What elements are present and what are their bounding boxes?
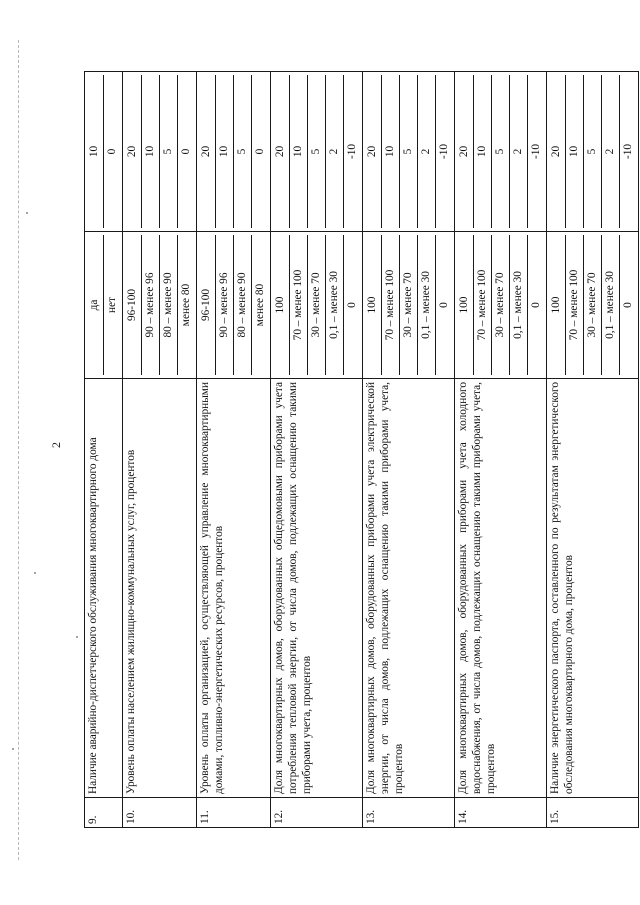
value-range: 30 – менее 70: [491, 235, 509, 375]
points-value: 0: [251, 75, 269, 228]
criterion-values: [123, 232, 197, 379]
value-range: 70 – менее 100: [473, 235, 491, 375]
criterion-points: [455, 72, 547, 232]
points-value: -10: [619, 75, 637, 228]
points-value: -10: [435, 75, 453, 228]
value-range: 0,1 – менее 30: [417, 235, 435, 375]
criterion-name: Уровень оплаты населением жилищно-коммунальных услуг, процентов: [123, 379, 197, 798]
row-number: 13.: [363, 798, 455, 828]
points-value: 5: [491, 75, 509, 228]
row-number: 10.: [123, 798, 197, 828]
table-row: [455, 72, 547, 828]
value-range: нет: [103, 235, 121, 375]
points-value: 0: [177, 75, 195, 228]
points-value: 10: [565, 75, 583, 228]
points-value: 5: [399, 75, 417, 228]
scan-speck: [76, 636, 78, 638]
points-value: 10: [473, 75, 491, 228]
value-range: 30 – менее 70: [583, 235, 601, 375]
points-value: 5: [307, 75, 325, 228]
table-row: [271, 72, 363, 828]
points-value: 0: [103, 75, 121, 228]
table-row: [197, 72, 271, 828]
criteria-table: [84, 71, 639, 828]
value-range: 96-100: [126, 289, 138, 322]
points-value: 2: [509, 75, 527, 228]
criterion-values: [197, 232, 271, 379]
points-value: 2: [417, 75, 435, 228]
criteria-table-body: [85, 72, 639, 828]
points-value: 10: [141, 75, 159, 228]
table-row: [85, 72, 123, 828]
points-value: 10: [289, 75, 307, 228]
rotated-table-wrapper: [84, 74, 634, 828]
criterion-values: [455, 232, 547, 379]
points-value: -10: [527, 75, 545, 228]
points-value: 2: [325, 75, 343, 228]
scan-margin-line: [18, 40, 19, 860]
criterion-points: [363, 72, 455, 232]
criterion-points: [123, 72, 197, 232]
points-value: 10: [215, 75, 233, 228]
value-range: 0: [435, 235, 453, 375]
value-range: менее 80: [251, 235, 269, 375]
points-value: 5: [583, 75, 601, 228]
value-range: 30 – менее 70: [399, 235, 417, 375]
value-range: 70 – менее 100: [381, 235, 399, 375]
points-value: 10: [88, 145, 100, 158]
points-value: 10: [381, 75, 399, 228]
value-range: 0: [619, 235, 637, 375]
table-row: [547, 72, 639, 828]
points-value: 20: [126, 145, 138, 158]
value-range: 30 – менее 70: [307, 235, 325, 375]
table-row: [123, 72, 197, 828]
criterion-values: [363, 232, 455, 379]
criterion-name: Уровень оплаты организацией, осуществляющей управление многоквартирными домами, топливно-энергетических ресурсов, процентов: [197, 379, 271, 798]
value-range: менее 80: [177, 235, 195, 375]
value-range: 70 – менее 100: [289, 235, 307, 375]
value-range: 90 – менее 96: [215, 235, 233, 375]
scan-speck: [12, 748, 14, 750]
criterion-points: [271, 72, 363, 232]
points-value: -10: [343, 75, 361, 228]
points-value: 5: [159, 75, 177, 228]
criterion-points: [85, 72, 123, 232]
criterion-points: [547, 72, 639, 232]
value-range: 100: [458, 296, 470, 314]
value-range: 0: [343, 235, 361, 375]
value-range: 0,1 – менее 30: [601, 235, 619, 375]
value-range: 0: [527, 235, 545, 375]
criterion-name: Доля многоквартирных домов, оборудованных приборами учета холодного водоснабжения, от числа домов, подлежащих оснащению такими приборами учета, процентов: [455, 379, 547, 798]
value-range: 0,1 – менее 30: [325, 235, 343, 375]
value-range: 90 – менее 96: [141, 235, 159, 375]
scan-speck: [34, 572, 36, 574]
criterion-name: Доля многоквартирных домов, оборудованных приборами учета электрической энергии, от числа домов, подлежащих оснащению такими приборами учета, процентов: [363, 379, 455, 798]
value-range: 80 – менее 90: [233, 235, 251, 375]
row-number: 14.: [455, 798, 547, 828]
value-range: 0,1 – менее 30: [509, 235, 527, 375]
value-range: 100: [550, 296, 562, 314]
points-value: 20: [550, 145, 562, 158]
points-value: 20: [366, 145, 378, 158]
criterion-points: [197, 72, 271, 232]
row-number: 15.: [547, 798, 639, 828]
value-range: 100: [274, 296, 286, 314]
value-range: да: [88, 299, 100, 311]
row-number: 9.: [85, 798, 123, 828]
criterion-values: [271, 232, 363, 379]
value-range: 100: [366, 296, 378, 314]
scan-speck: [26, 212, 28, 214]
value-range: 96-100: [200, 289, 212, 322]
row-number: 11.: [197, 798, 271, 828]
points-value: 5: [233, 75, 251, 228]
value-range: 80 – менее 90: [159, 235, 177, 375]
value-range: 70 – менее 100: [565, 235, 583, 375]
criterion-name: Наличие аварийно-диспетчерского обслуживания многоквартирного дома: [85, 379, 123, 798]
points-value: 2: [601, 75, 619, 228]
criterion-name: Наличие энергетического паспорта, составленного по результатам энергетического обследования многоквартирного дома, процентов: [547, 379, 639, 798]
row-number: 12.: [271, 798, 363, 828]
criterion-name: Доля многоквартирных домов, оборудованных общедомовыми приборами учета потребления тепловой энергии, от числа домов, подлежащих оснащению такими приборами учета, процентов: [271, 379, 363, 798]
table-row: [363, 72, 455, 828]
points-value: 20: [200, 145, 212, 158]
points-value: 20: [274, 145, 286, 158]
criterion-values: [85, 232, 123, 379]
points-value: 20: [458, 145, 470, 158]
criterion-values: [547, 232, 639, 379]
page-number: 2: [49, 442, 63, 448]
